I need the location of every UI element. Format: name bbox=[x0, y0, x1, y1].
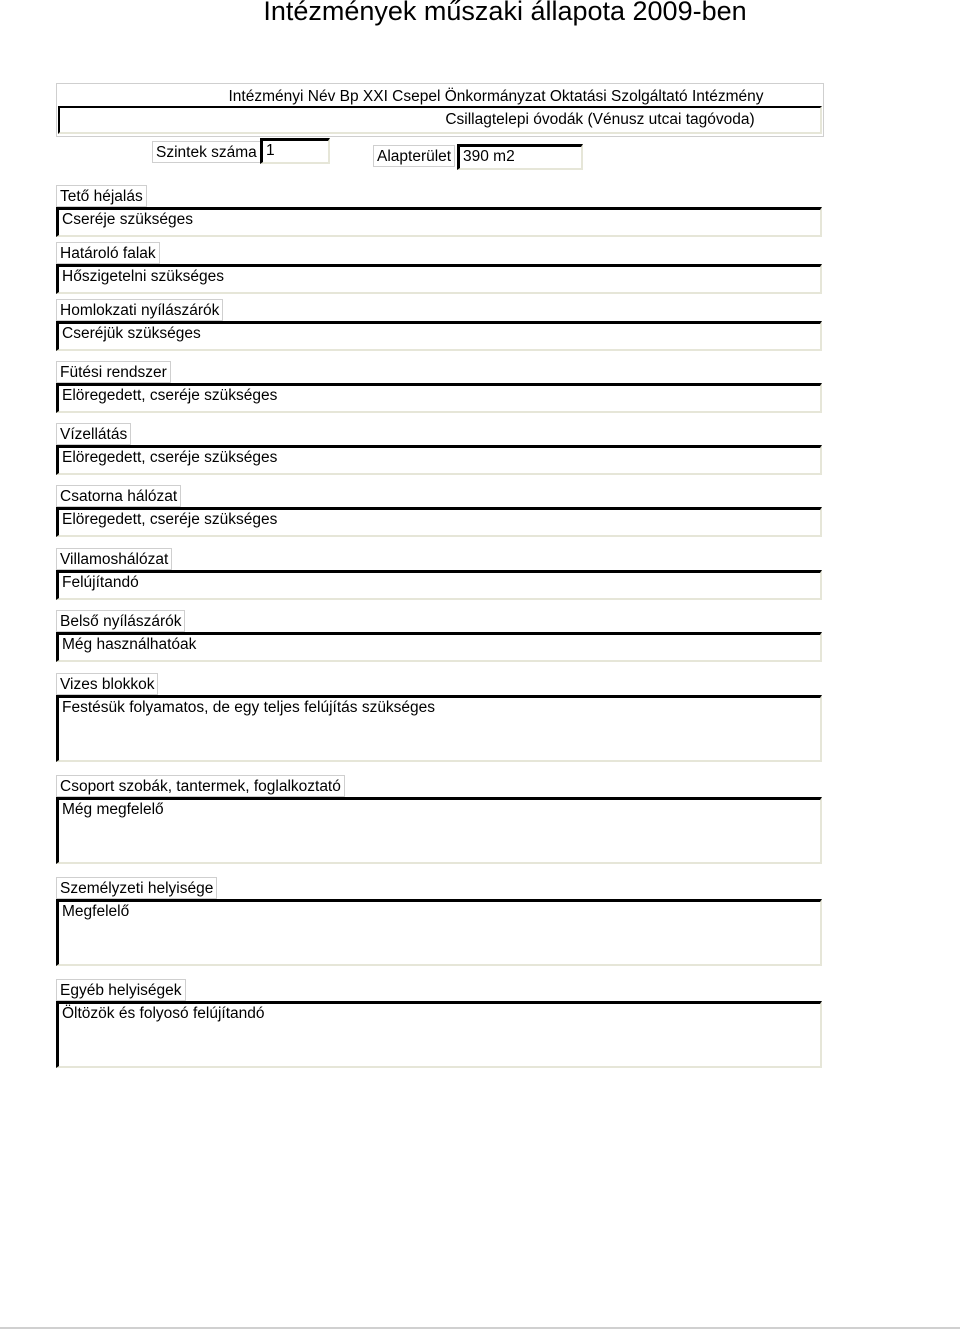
area-label: Alapterület bbox=[373, 145, 455, 167]
section-field-facade-windows: Cseréjük szükséges bbox=[56, 321, 822, 351]
section-label-facade-windows: Homlokzati nyílászárók bbox=[56, 299, 223, 321]
section-field-water-supply: Elöregedett, cseréje szükséges bbox=[56, 445, 822, 475]
section-field-staff-rooms: Megfelelő bbox=[56, 899, 822, 966]
area-field: 390 m2 bbox=[457, 144, 583, 170]
section-label-interior-doors: Belső nyílászárók bbox=[56, 610, 185, 632]
section-field-group-rooms: Még megfelelő bbox=[56, 797, 822, 864]
levels-field: 1 bbox=[260, 138, 330, 164]
section-field-walls: Hőszigetelni szükséges bbox=[56, 264, 822, 294]
section-field-heating: Elöregedett, cseréje szükséges bbox=[56, 383, 822, 413]
section-field-electrical: Felújítandó bbox=[56, 570, 822, 600]
section-label-sewer: Csatorna hálózat bbox=[56, 485, 181, 507]
institution-header bbox=[56, 83, 824, 137]
section-label-walls: Határoló falak bbox=[56, 242, 160, 264]
section-field-wet-blocks: Festésük folyamatos, de egy teljes felújítás szükséges bbox=[56, 695, 822, 762]
levels-label: Szintek száma bbox=[152, 141, 261, 163]
section-label-water-supply: Vízellátás bbox=[56, 423, 131, 445]
institution-name: Intézményi Név Bp XXI Csepel Önkormányzat Oktatási Szolgáltató Intézmény bbox=[228, 88, 764, 105]
bottom-divider bbox=[0, 1327, 960, 1329]
section-field-roof: Cseréje szükséges bbox=[56, 207, 822, 237]
section-label-heating: Fütési rendszer bbox=[56, 361, 171, 383]
section-label-electrical: Villamoshálózat bbox=[56, 548, 172, 570]
section-label-roof: Tető héjalás bbox=[56, 185, 147, 207]
section-label-other-rooms: Egyéb helyiségek bbox=[56, 979, 186, 1001]
section-field-sewer: Elöregedett, cseréje szükséges bbox=[56, 507, 822, 537]
section-field-other-rooms: Öltözök és folyosó felújítandó bbox=[56, 1001, 822, 1068]
section-label-wet-blocks: Vizes blokkok bbox=[56, 673, 158, 695]
institution-subname: Csillagtelepi óvodák (Vénusz utcai tagóvoda) bbox=[445, 111, 755, 128]
section-label-group-rooms: Csoport szobák, tantermek, foglalkoztató bbox=[56, 775, 345, 797]
page-title: Intézmények műszaki állapota 2009-ben bbox=[263, 0, 747, 26]
section-field-interior-doors: Még használhatóak bbox=[56, 632, 822, 662]
section-label-staff-rooms: Személyzeti helyisége bbox=[56, 877, 217, 899]
